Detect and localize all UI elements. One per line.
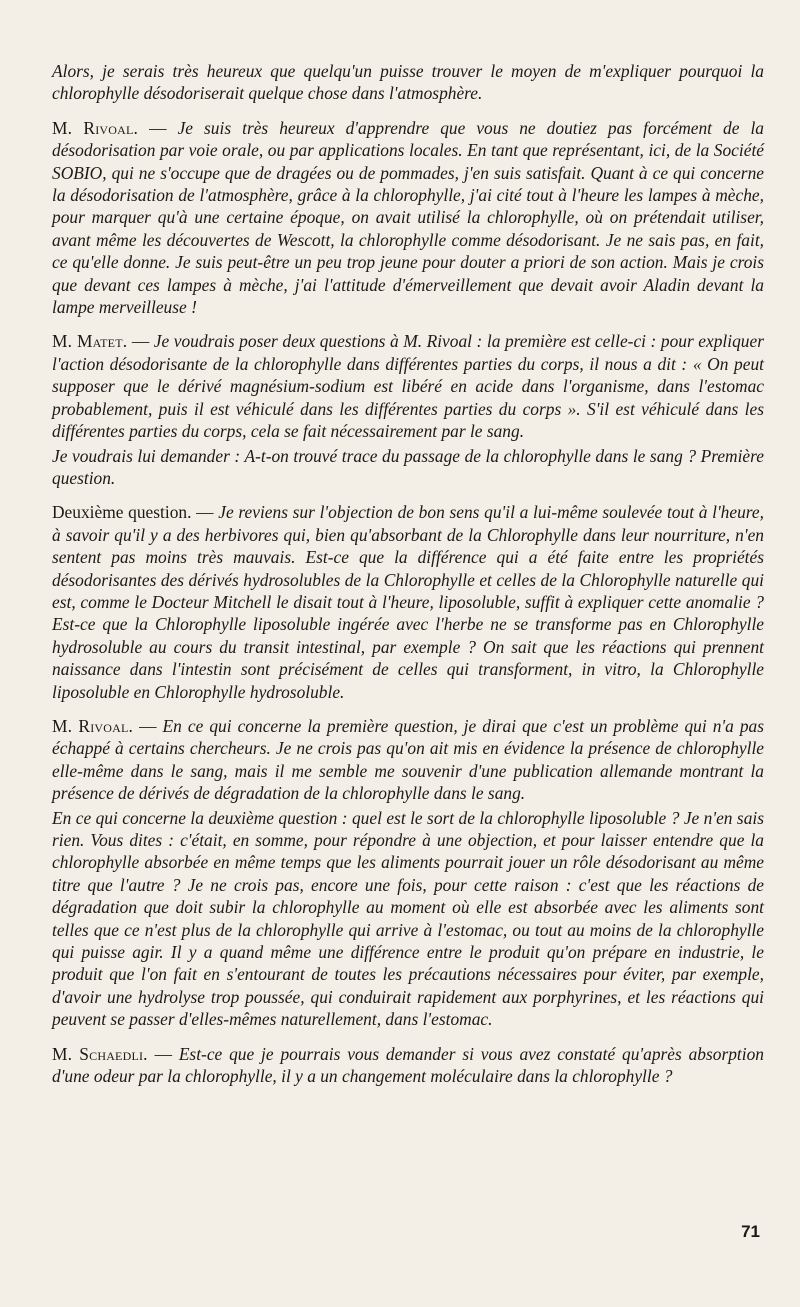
- paragraph-text: Je suis très heureux d'apprendre que vous ne doutiez pas forcément de la désodorisation par voie orale, ou par applications locales. En tant que représentant, ici, de la Société SOBIO, qui ne s'occupe que de dragées ou de pommades, j'en suis satisfait. Quant à ce qui concerne la désodorisation de l'atmosphère, grâce à la chlorophylle, j'ai cité tout à l'heure les lampes à mèche, pour marquer qu'à une certaine époque, on avait utilisé la chlorophylle, où on prétendait utiliser, avant même les découvertes de Wescott, la chlorophylle comme désodorisant. Je ne sais pas, en fait, ce qu'elle donne. Je suis peut-être un peu trop jeune pour douter a priori de son action. Mais je crois que devant ces lampes à mèche, j'ai l'attitude d'émerveillement que devait avoir Aladin devant la lampe merveilleuse !: [52, 117, 764, 318]
- paragraph: [52, 501, 764, 703]
- page-number: 71: [741, 1222, 760, 1241]
- speaker-name: M. Rivoal.: [52, 117, 139, 138]
- paragraph-text: Je reviens sur l'objection de bon sens qu'il a lui-même soulevée tout à l'heure, à savoir qu'il y a des herbivores qui, bien qu'absorbant de la Chlorophylle dans leur nourriture, n'en sentent pas moins très mauvais. Est-ce que la différence qui a été faite entre les propriétés désodorisantes des dérivés hydrosolubles de la Chlorophylle et celles de la Chlorophylle naturelle qui est, comme le Docteur Mitchell le disait tout à l'heure, liposoluble, suffit à expliquer cette anomalie ? Est-ce que la Chlorophylle liposoluble ingérée avec l'herbe ne se transforme pas en Chlorophylle hydrosoluble au cours du transit intestinal, par exemple ? On sait que les réactions qui prennent naissance dans l'intestin sont précisément de celles qui transforment, in vitro, la Chlorophylle liposoluble en Chlorophylle hydrosoluble.: [52, 502, 764, 702]
- paragraph: [52, 807, 764, 1031]
- paragraph-text: Je voudrais lui demander : A-t-on trouvé trace du passage de la chlorophylle dans le sang ? Première question.: [52, 445, 764, 488]
- paragraph-lead: Deuxième question.: [52, 502, 192, 523]
- paragraph-text: En ce qui concerne la première question, je dirai que c'est un problème qui n'a pas échappé à certains chercheurs. Je ne crois pas qu'on ait mis en évidence la présence de chlorophylle elle-même dans le sang, mais il me semble me souvenir d'une publication allemande montrant la présence de dérivés de dégradation de la chlorophylle dans le sang.: [52, 715, 764, 804]
- speaker-name: M. Schaedli.: [52, 1043, 148, 1064]
- paragraph: [52, 117, 764, 319]
- speaker-separator: —: [147, 1043, 179, 1064]
- paragraph-text: Alors, je serais très heureux que quelqu'un puisse trouver le moyen de m'expliquer pourquoi la chlorophylle désodoriserait quelque chose dans l'atmosphère.: [52, 61, 764, 104]
- speaker-separator: —: [133, 715, 163, 736]
- speaker-separator: —: [138, 117, 178, 138]
- paragraph-text: Est-ce que je pourrais vous demander si vous avez constaté qu'après absorption d'une odeur par la chlorophylle, il y a un changement moléculaire dans la chlorophylle ?: [52, 1043, 764, 1087]
- paragraph: [52, 60, 764, 105]
- speaker-name: M. Matet.: [52, 331, 128, 352]
- paragraph-text: En ce qui concerne la deuxième question : quel est le sort de la chlorophylle liposoluble ? Je n'en sais rien. Vous dites : c'était, en somme, pour répondre à une objection, et pour laisser entendre que la chlorophylle absorbée en même temps que les aliments pourrait jouer un rôle désodorisant au même titre que l'autre ? Je ne crois pas, encore une fois, pour cette raison : c'est que les réactions de dégradation que doit subir la chlorophylle au moment où elle est absorbée avec les aliments sont telles que ce n'est plus de la chlorophylle qui arrive à l'estomac, ou tout au moins de la chlorophylle qui puisse agir. Il y a quand même une différence entre le produit qu'on prépare en industrie, le produit que l'on fait en s'entourant de toutes les précautions nécessaires pour éviter, par exemple, d'avoir une hydrolyse trop poussée, qui conduirait rapidement aux porphyrines, et les réactions qui peuvent se passer d'elles-mêmes naturellement, dans l'estomac.: [52, 807, 764, 1030]
- paragraph: [52, 445, 764, 490]
- paragraph-text: Je voudrais poser deux questions à M. Rivoal : la première est celle-ci : pour expliquer l'action désodorisante de la chlorophylle dans différentes parties du corps, il nous a dit : « On peut supposer que le dérivé magnésium-sodium est libéré en acide dans l'organisme, dans l'estomac probablement, puis il est véhiculé dans les différentes parties du corps ». S'il est véhiculé dans les différentes parties du corps, cela se fait nécessairement par le sang.: [52, 331, 764, 442]
- body-text: [52, 60, 764, 1087]
- speaker-name: M. Rivoal.: [52, 715, 134, 736]
- paragraph: [52, 715, 764, 805]
- speaker-separator: —: [127, 331, 154, 352]
- paragraph: [52, 330, 764, 442]
- paragraph: [52, 1043, 764, 1088]
- speaker-separator: —: [191, 502, 219, 523]
